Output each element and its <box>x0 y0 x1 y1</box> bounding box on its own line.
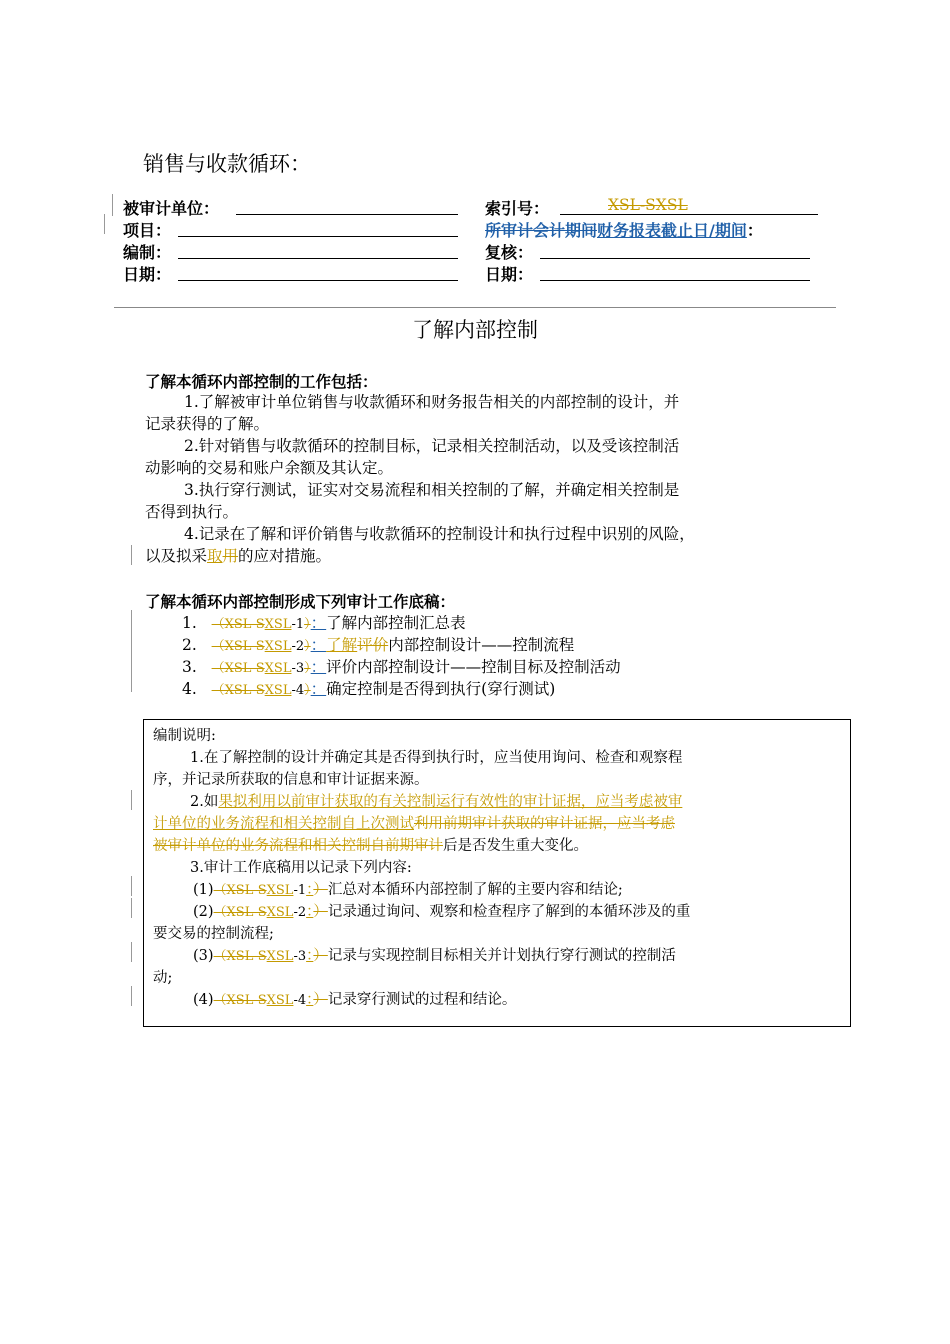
text-segment: 的应对措施。 <box>238 547 332 565</box>
ref-code: XSL <box>264 639 292 654</box>
text-segment: 以及拟采 <box>145 547 208 565</box>
item-text: 内部控制设计——控制流程 <box>388 636 575 654</box>
text-segment: 2.如 <box>190 794 219 810</box>
date-field-right[interactable] <box>540 280 810 281</box>
notes-item-4 <box>193 988 516 1009</box>
item-number: (4) <box>193 992 214 1008</box>
item-text: 记录通过询问、观察和检查程序了解到的本循环涉及的重 <box>327 904 691 920</box>
item-text: 记录与实现控制目标相关并计划执行穿行测试的控制活 <box>327 948 676 964</box>
inserted-text: ： <box>306 948 314 964</box>
period-colon: ： <box>746 221 763 240</box>
item-number: 1. <box>182 614 197 632</box>
deleted-text: ） <box>304 639 311 654</box>
deleted-text: （XSL-S <box>213 993 267 1008</box>
item-number: 2. <box>182 636 197 654</box>
text-segment: 后是否发生重大变化。 <box>443 838 588 854</box>
deleted-text: ） <box>313 992 328 1008</box>
item-text: 汇总对本循环内部控制了解的主要内容和结论; <box>327 882 623 898</box>
ref-number: -4 <box>291 683 305 698</box>
change-bar <box>104 214 105 234</box>
change-bar <box>131 790 132 810</box>
header-divider <box>114 307 836 308</box>
date-field[interactable] <box>178 280 458 281</box>
audited-unit-label: 被审计单位： <box>123 199 220 218</box>
period-label <box>485 218 763 241</box>
work-item-4-line1: 4.记录在了解和评价销售与收款循环的控制设计和执行过程中识别的风险， <box>184 525 695 543</box>
deleted-text: ） <box>304 661 311 676</box>
deleted-text: ） <box>313 904 328 920</box>
deleted-text: 利用前期审计获取的审计证据，应当考虑 <box>414 816 675 832</box>
deleted-text: （XSL-S <box>211 661 265 676</box>
deleted-text: （XSL-S <box>211 617 265 632</box>
item-number: (3) <box>193 948 214 964</box>
inserted-text: ： <box>306 882 314 898</box>
page-title: 销售与收款循环： <box>143 152 311 176</box>
item-number: 3. <box>182 658 197 676</box>
deleted-text: ） <box>304 617 311 632</box>
deleted-text: ） <box>313 882 328 898</box>
work-item-3-line1: 3.执行穿行测试，证实对交易流程和相关控制的了解，并确定相关控制是 <box>184 481 680 499</box>
inserted-text: 计单位的业务流程和相关控制自上次测试 <box>153 816 414 832</box>
date-label: 日期： <box>123 265 172 284</box>
notes-item-1 <box>193 878 623 899</box>
deleted-text: ） <box>313 948 328 964</box>
inserted-text: ： <box>310 658 327 676</box>
change-bar <box>131 942 132 962</box>
workpaper-item-4 <box>182 677 555 699</box>
ref-number: -2 <box>291 639 305 654</box>
work-item-1-line2: 记录获得的了解。 <box>145 415 270 433</box>
workpaper-item-1 <box>182 611 466 633</box>
notes-item-2-line1 <box>193 900 690 921</box>
ref-number: -3 <box>293 949 307 964</box>
work-intro-heading: 了解本循环内部控制的工作包括： <box>145 373 378 391</box>
workpaper-item-3 <box>182 655 621 677</box>
notes-item-3-line1 <box>193 944 676 965</box>
notes-heading: 编制说明: <box>153 728 216 744</box>
ref-code: XSL <box>266 993 294 1008</box>
notes-p1-line2: 序，并记录所获取的信息和审计证据来源。 <box>153 772 429 788</box>
ref-code: XSL <box>264 661 292 676</box>
item-number: (2) <box>193 904 214 920</box>
ref-code: XSL <box>266 949 294 964</box>
notes-p2-line3 <box>153 834 588 855</box>
item-text: 了解内部控制汇总表 <box>326 614 466 632</box>
review-label: 复核： <box>485 243 534 262</box>
ref-code: XSL <box>264 683 292 698</box>
change-bar <box>131 876 132 896</box>
notes-item-3-line2: 动; <box>153 970 173 986</box>
deleted-text: ） <box>304 683 311 698</box>
item-number: (1) <box>193 882 214 898</box>
index-value-deleted: XSL-SXSL <box>608 196 688 214</box>
project-field[interactable] <box>178 236 458 237</box>
item-text: 记录穿行测试的过程和结论。 <box>327 992 517 1008</box>
work-item-3-line2: 否得到执行。 <box>145 503 239 521</box>
inserted-text: ： <box>310 636 327 654</box>
project-label: 项目： <box>123 221 172 240</box>
period-label-inserted: 财务报表截止日/期间 <box>597 221 747 240</box>
change-bar <box>131 898 132 918</box>
change-bar <box>112 194 113 216</box>
change-bar <box>131 986 132 1006</box>
ref-number: -3 <box>291 661 305 676</box>
prepared-label: 编制： <box>123 243 172 262</box>
inserted-text: ： <box>306 992 314 1008</box>
work-item-1-line1: 1.了解被审计单位销售与收款循环和财务报告相关的内部控制的设计，并 <box>184 393 680 411</box>
workpaper-item-2 <box>182 633 574 655</box>
period-label-deleted: 所审计会计期间 <box>485 221 598 240</box>
index-value <box>608 196 688 214</box>
ref-number: -1 <box>293 883 307 898</box>
inserted-text: ： <box>306 904 314 920</box>
change-bar <box>131 545 132 565</box>
ref-number: -2 <box>293 905 307 920</box>
deleted-text: 用 <box>222 547 239 565</box>
ref-code: XSL <box>266 883 294 898</box>
work-item-2-line2: 动影响的交易和账户余额及其认定。 <box>145 459 394 477</box>
inserted-text: ： <box>310 680 327 698</box>
workpapers-heading: 了解本循环内部控制形成下列审计工作底稿： <box>145 593 456 611</box>
audited-unit-field[interactable] <box>236 214 458 215</box>
prepared-field[interactable] <box>178 258 458 259</box>
notes-item-2-line2: 要交易的控制流程; <box>153 926 274 942</box>
ref-number: -1 <box>291 617 305 632</box>
ref-code: XSL <box>264 617 292 632</box>
item-text: 评价内部控制设计——控制目标及控制活动 <box>326 658 621 676</box>
index-label: 索引号： <box>485 199 550 218</box>
deleted-text: （XSL-S <box>211 639 265 654</box>
deleted-text: （XSL-S <box>213 883 267 898</box>
deleted-text: （XSL-S <box>211 683 265 698</box>
review-field[interactable] <box>540 258 810 259</box>
work-item-4-line2 <box>145 545 331 567</box>
ref-code: XSL <box>266 905 294 920</box>
notes-p2-line2 <box>153 812 675 833</box>
item-text: 确定控制是否得到执行(穿行测试) <box>326 680 556 698</box>
deleted-text: （XSL-S <box>213 949 267 964</box>
ref-number: -4 <box>293 993 307 1008</box>
index-field[interactable] <box>560 214 818 215</box>
date-label-right: 日期： <box>485 265 534 284</box>
change-bar <box>131 610 132 692</box>
deleted-text: 被审计单位的业务流程和相关控制自前期审计 <box>153 838 443 854</box>
inserted-text: 果拟利用以前审计获取的有关控制运行有效性的审计证据，应当考虑被审 <box>218 794 683 810</box>
notes-p3: 3.审计工作底稿用以记录下列内容: <box>190 860 412 876</box>
notes-p2-line1 <box>190 790 682 811</box>
inserted-text: 取 <box>207 547 223 565</box>
notes-p1-line1: 1.在了解控制的设计并确定其是否得到执行时，应当使用询问、检查和观察程 <box>190 750 683 766</box>
section-title: 了解内部控制 <box>412 318 538 342</box>
inserted-text: 了解 <box>326 636 358 654</box>
deleted-text: （XSL-S <box>213 905 267 920</box>
item-number: 4. <box>182 680 197 698</box>
deleted-text: 评价 <box>357 636 389 654</box>
inserted-text: ： <box>310 614 327 632</box>
work-item-2-line1: 2.针对销售与收款循环的控制目标，记录相关控制活动，以及受该控制活 <box>184 437 680 455</box>
